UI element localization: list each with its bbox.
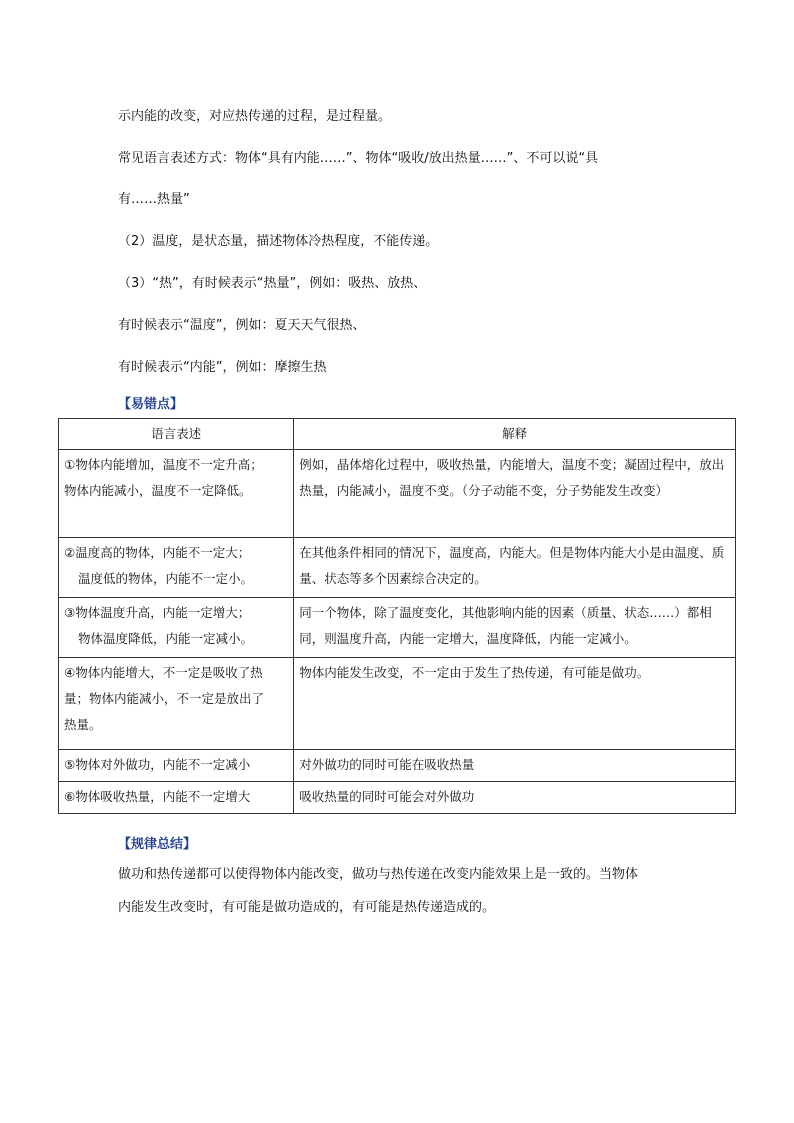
table-row <box>59 598 736 658</box>
statement-line: ①物体内能增加，温度不一定升高； <box>64 457 263 472</box>
summary-heading: 【规律总结】 <box>118 837 197 852</box>
statement-cell <box>59 598 294 658</box>
statement-cell <box>59 658 294 750</box>
statement-line: 量；物体内能减小，不一定是放出了 <box>64 691 265 706</box>
explanation-cell: 吸收热量的同时可能会对外做功 <box>294 782 736 814</box>
statement-cell <box>59 450 294 538</box>
explanation-cell: 同一个物体，除了温度变化，其他影响内能的因素（质量、状态……）都相同，则温度升高，内能一定增大，温度降低，内能一定减小。 <box>294 598 736 658</box>
summary-line: 内能发生改变时，有可能是做功造成的，有可能是热传递造成的。 <box>118 900 496 915</box>
table-row <box>59 782 736 814</box>
paragraph-line: （3）“热”，有时候表示“热量”，例如：吸热、放热、 <box>118 276 427 291</box>
statement-line: ③物体温度升高，内能一定增大； <box>64 605 251 620</box>
statement-line: ⑤物体对外做功，内能不一定减小 <box>64 757 251 772</box>
statement-line: 物体内能减小，温度不一定降低。 <box>64 483 252 498</box>
paragraph-line: 示内能的改变，对应热传递的过程，是过程量。 <box>118 109 392 124</box>
statement-line: 温度低的物体，内能不一定小。 <box>78 571 254 586</box>
statement-cell <box>59 750 294 782</box>
table-row <box>59 450 736 538</box>
paragraph-line: （2）温度，是状态量，描述物体冷热程度，不能传递。 <box>118 234 439 249</box>
table-row <box>59 538 736 598</box>
statement-line: ②温度高的物体，内能不一定大； <box>64 545 251 560</box>
paragraph-line: 有时候表示“内能”，例如：摩擦生热 <box>118 360 327 375</box>
paragraph-line: 有……热量” <box>118 192 190 207</box>
column-header-statement: 语言表述 <box>59 419 294 450</box>
statement-line: 物体温度降低，内能一定减小。 <box>78 631 254 646</box>
error-points-table <box>58 418 736 814</box>
explanation-cell: 在其他条件相同的情况下，温度高，内能大。但是物体内能大小是由温度、质量、状态等多个因素综合决定的。 <box>294 538 736 598</box>
statement-cell <box>59 538 294 598</box>
table-row <box>59 658 736 750</box>
table-row <box>59 750 736 782</box>
statement-line: ⑥物体吸收热量，内能不一定增大 <box>64 789 251 804</box>
explanation-cell: 对外做功的同时可能在吸收热量 <box>294 750 736 782</box>
statement-line: ④物体内能增大，不一定是吸收了热 <box>64 665 263 680</box>
statement-cell <box>59 782 294 814</box>
summary-line: 做功和热传递都可以使得物体内能改变，做功与热传递在改变内能效果上是一致的。当物体 <box>118 867 639 882</box>
paragraph-line: 常见语言表述方式：物体“具有内能……”、物体“吸收/放出热量……”、不可以说“具 <box>118 151 599 166</box>
paragraph-line: 有时候表示“温度”，例如：夏天天气很热、 <box>118 318 366 333</box>
explanation-cell: 物体内能发生改变，不一定由于发生了热传递，有可能是做功。 <box>294 658 736 750</box>
explanation-cell: 例如，晶体熔化过程中，吸收热量，内能增大，温度不变；凝固过程中，放出热量，内能减小，温度不变。（分子动能不变，分子势能发生改变） <box>294 450 736 538</box>
error-points-heading: 【易错点】 <box>118 397 184 412</box>
statement-line: 热量。 <box>64 717 102 732</box>
table-header-row <box>59 419 736 450</box>
column-header-explanation: 解释 <box>294 419 736 450</box>
